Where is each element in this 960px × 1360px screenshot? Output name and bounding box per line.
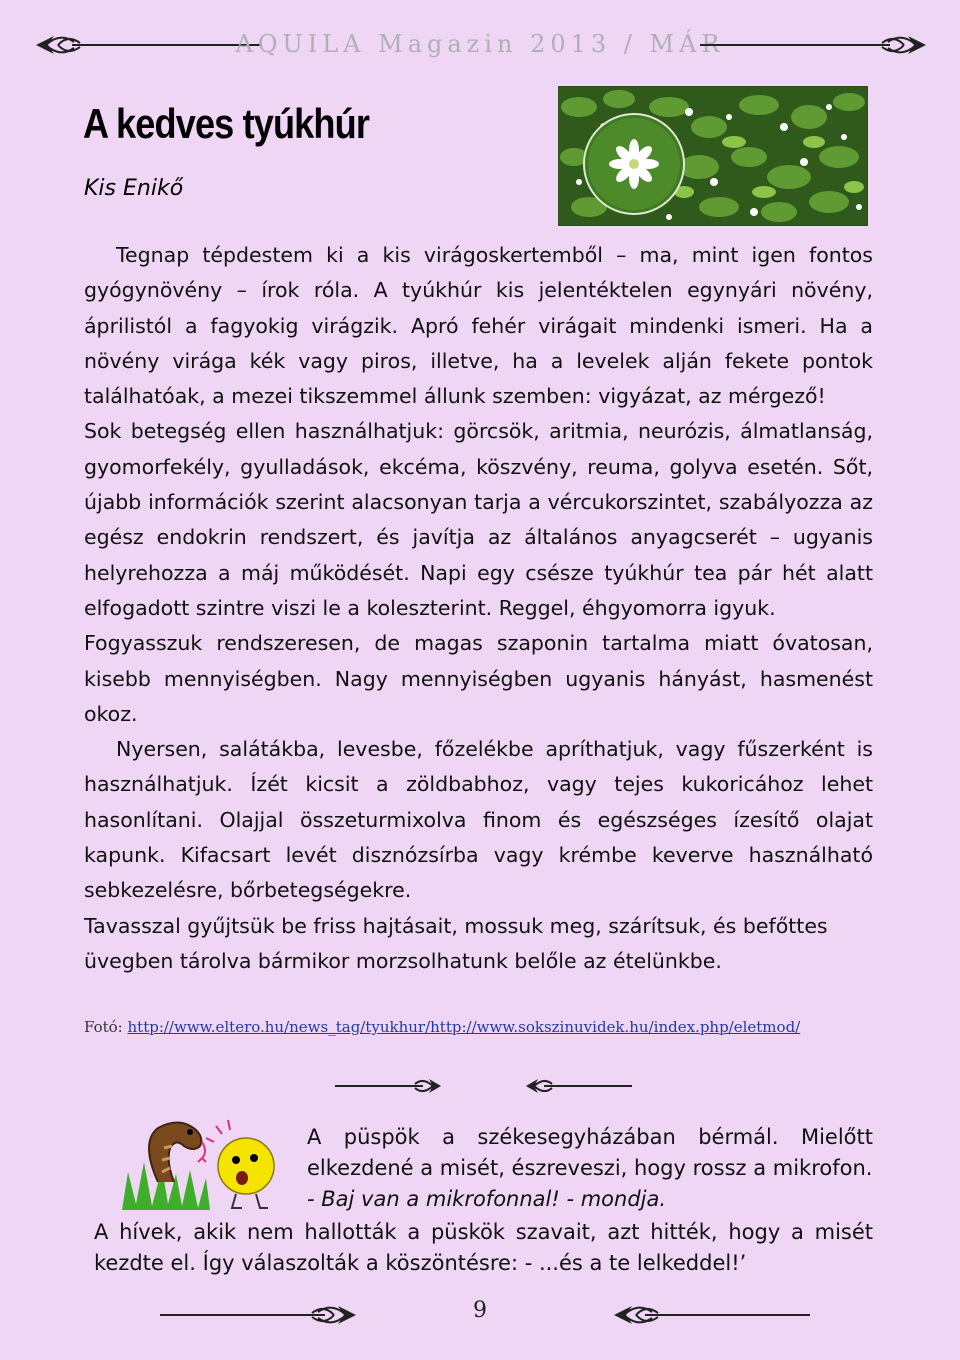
article-paragraph: Nyersen, salátákba, levesbe, főzelékbe apríthatjuk, vagy fűszerként is használhatjuk. Ízét kicsit a zöldbabhoz, vagy tejes kukoricához lehet hasonlítani. Olajjal összeturmixolva finom és egészséges ízesítő olajat kapunk. Kifacsart levét disznózsírba vagy krémbe keverve használható sebkezelésre, bőrbetegségekre. [84,737,873,903]
photo-caption-label: Fotó: [84,1018,128,1036]
article-paragraph: Tegnap tépdestem ki a kis virágoskertemből – ma, mint igen fontos gyógynövény – írok róla. A tyúkhúr kis jelentéktelen egynyári növény, áprilistól a fagyokig virágzik. Apró fehér virágait mindenki ismeri. Ha a növény virága kék vagy piros, illetve, ha a levelek alján fekete pontok találhatóak, a mezei tikszemmel állunk szemben: vigyázat, az mérgező! [84,243,873,409]
article-body [84,238,873,979]
article-paragraph: Tavasszal gyűjtsük be friss hajtásait, mossuk meg, szárítsuk, és befőttes üvegben tárolva bármikor morzsolhatunk belőle az ételünkbe. [84,913,828,973]
photo-source-link[interactable]: http://www.eltero.hu/news_tag/tyukhur/http://www.sokszinuvidek.hu/index.php/eletmod/ [127,1018,801,1036]
divider-left-flourish [335,1075,445,1097]
magazine-header-title: AQUILA Magazin 2013 / MÁR [235,30,725,58]
footer-right-flourish [610,1300,810,1330]
article-author: Kis Enikő [84,176,184,201]
snake-smiley-illustration [118,1112,288,1212]
header-left-flourish [32,30,262,60]
joke-punchline: A hívek, akik nem hallották a püskök szavait, azt hitték, hogy a misét kezdte el. Így válaszolták a köszöntésre: - ...és a te lelkeddel!’ [94,1220,873,1275]
page-number: 9 [473,1298,487,1323]
joke-text-top [307,1122,873,1215]
header-right-flourish [700,30,930,60]
joke-text-bottom [94,1217,873,1279]
joke-line: - Baj van a mikrofonnal! - mondja. [307,1187,667,1211]
chickweed-photo [558,86,868,226]
article-paragraph: Fogyasszuk rendszeresen, de magas szaponin tartalma miatt óvatosan, kisebb mennyiségben. Nagy mennyiségben ugyanis hányást, hasmenést okoz. [84,631,873,726]
article-paragraph: Sok betegség ellen használhatjuk: görcsök, aritmia, neurózis, álmatlanság, gyomorfekély, gyulladások, ekcéma, köszvény, reuma, golyva esetén. Sőt, újabb információk szerint alacsonyan tarja a vércukorszintet, szabályozza az egész endokrin rendszert, és javítja az általános anyagcserét – ugyanis helyrehozza a máj működését. Napi egy csésze tyúkhúr tea pár hét alatt elfogadott szintre viszi le a koleszterint. Reggel, éhgyomorra igyuk. [84,419,873,620]
article-title: A kedves tyúkhúr [83,100,370,147]
photo-caption [84,1018,800,1036]
divider-right-flourish [522,1075,632,1097]
footer-left-flourish [160,1300,360,1330]
joke-line: A püspök a székesegyházában bérmál. Mielőtt elkezdené a misét, észreveszi, hogy rossz a mikrofon. [307,1125,873,1180]
